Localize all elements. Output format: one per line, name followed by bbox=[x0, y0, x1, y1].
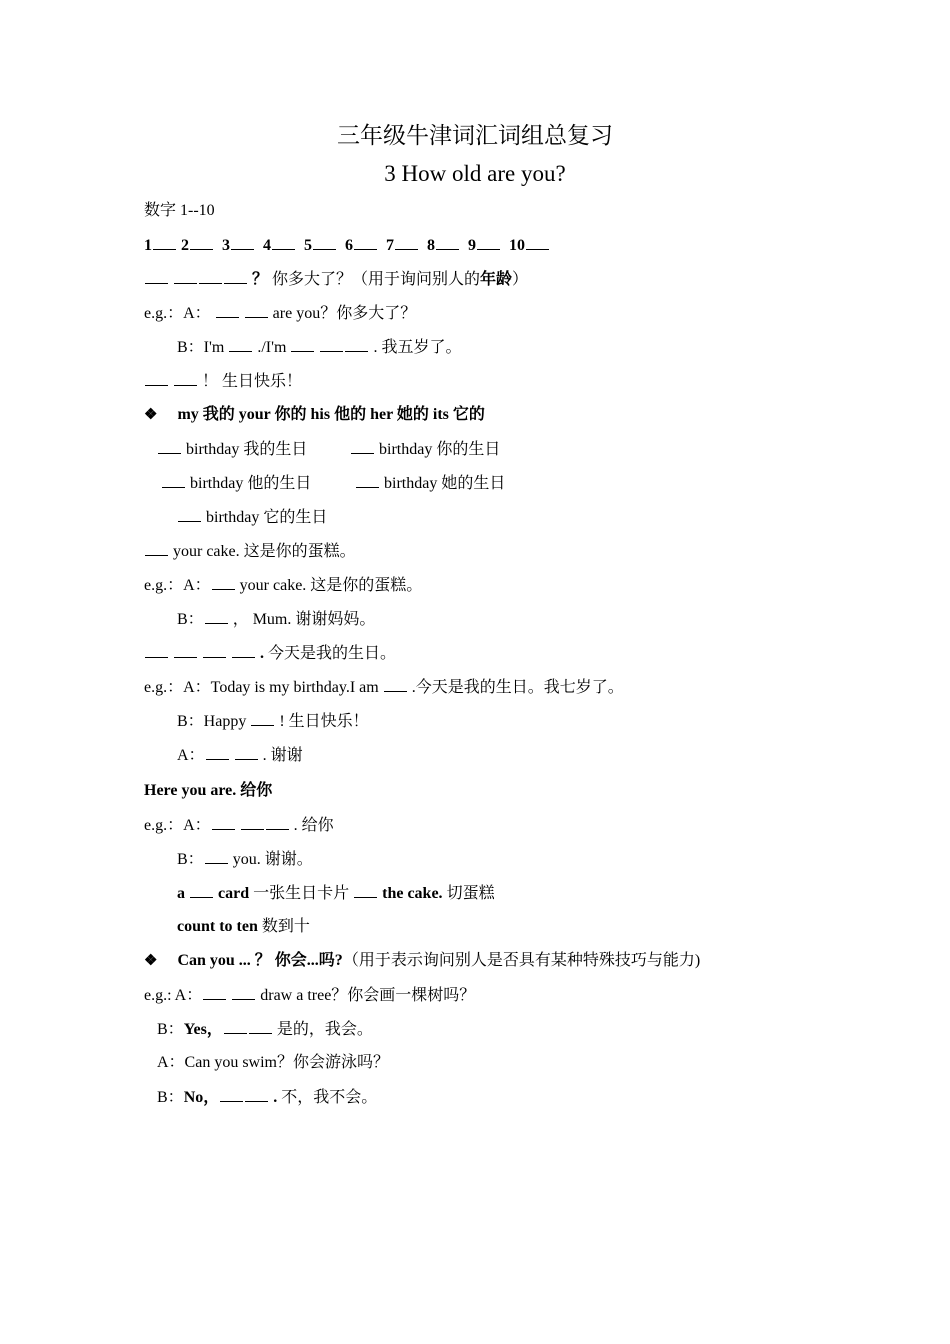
answer-blank[interactable] bbox=[174, 268, 197, 284]
question-mark: ？ bbox=[252, 271, 269, 288]
number-label: 3 bbox=[222, 237, 230, 254]
answer-blank[interactable] bbox=[199, 268, 222, 284]
card-word: card bbox=[214, 885, 250, 902]
example-5-b2 bbox=[157, 1086, 377, 1108]
how-old-note: 你多大了？（用于询问别人的 bbox=[268, 271, 481, 288]
number-label: 1 bbox=[144, 237, 152, 254]
example-prefix: B： bbox=[157, 1089, 184, 1106]
example-1-a bbox=[144, 302, 416, 324]
cake-word: the cake. bbox=[378, 885, 443, 902]
answer-blank[interactable] bbox=[232, 984, 255, 1000]
birthday-greeting-line bbox=[144, 370, 302, 392]
document-title: 三年级牛津词汇词组总复习 bbox=[337, 123, 613, 148]
answer-blank[interactable] bbox=[356, 472, 379, 488]
today-birthday-line bbox=[144, 642, 396, 664]
example-prefix: e.g.：A： bbox=[144, 577, 211, 594]
example-text: . 给你 bbox=[289, 817, 334, 834]
answer-blank[interactable] bbox=[203, 642, 226, 658]
answer-blank[interactable] bbox=[249, 1018, 272, 1034]
example-prefix: e.g.：A：Today is my birthday.I am bbox=[144, 679, 383, 696]
answer-blank[interactable] bbox=[384, 676, 407, 692]
example-prefix: A： bbox=[177, 747, 205, 764]
example-5-b bbox=[157, 1018, 373, 1040]
answer-blank[interactable] bbox=[436, 234, 459, 250]
my-birthday-text: birthday 我的生日 bbox=[182, 441, 308, 458]
period-mark: . bbox=[269, 1089, 278, 1106]
example-3-b bbox=[177, 710, 369, 732]
example-text: ! 生日快乐！ bbox=[275, 713, 369, 730]
example-5-a2: A：Can you swim？你会游泳吗？ bbox=[157, 1054, 390, 1071]
possessives-line bbox=[144, 404, 485, 426]
numbers-blanks-line bbox=[144, 234, 550, 256]
example-text: ， Mum. 谢谢妈妈。 bbox=[228, 611, 376, 628]
answer-blank[interactable] bbox=[203, 984, 226, 1000]
answer-blank[interactable] bbox=[145, 642, 168, 658]
answer-blank[interactable] bbox=[320, 336, 343, 352]
example-3-a bbox=[144, 676, 624, 698]
card-note: 一张生日卡片 bbox=[249, 885, 354, 902]
answer-blank[interactable] bbox=[158, 438, 181, 454]
answer-blank[interactable] bbox=[145, 268, 168, 284]
answer-blank[interactable] bbox=[229, 336, 252, 352]
example-text: 不，我不会。 bbox=[277, 1089, 378, 1106]
example-text: .今天是我的生日。我七岁了。 bbox=[407, 679, 624, 696]
count-note: 数到十 bbox=[257, 918, 310, 935]
example-1-b bbox=[177, 336, 461, 358]
example-prefix: B： bbox=[157, 1021, 184, 1038]
possessive-birthday-row-1 bbox=[157, 438, 307, 460]
answer-blank[interactable] bbox=[224, 1018, 247, 1034]
number-label: 9 bbox=[468, 237, 476, 254]
example-prefix: B：Happy bbox=[177, 713, 251, 730]
answer-blank[interactable] bbox=[266, 814, 289, 830]
answer-blank[interactable] bbox=[231, 234, 254, 250]
number-label: 2 bbox=[181, 237, 189, 254]
answer-blank[interactable] bbox=[178, 506, 201, 522]
example-text: your cake. 这是你的蛋糕。 bbox=[235, 577, 423, 594]
birthday-greeting-text: ！ 生日快乐！ bbox=[202, 373, 303, 390]
her-birthday-text: birthday 她的生日 bbox=[380, 475, 506, 492]
your-birthday-text: birthday 你的生日 bbox=[375, 441, 501, 458]
period-mark: . bbox=[256, 645, 264, 662]
answer-blank[interactable] bbox=[145, 540, 168, 556]
document-subtitle: 3 How old are you? bbox=[384, 161, 566, 186]
answer-blank[interactable] bbox=[205, 608, 228, 624]
number-label: 10 bbox=[509, 237, 525, 254]
today-note: 今天是我的生日。 bbox=[264, 645, 397, 662]
example-prefix: B： bbox=[177, 611, 204, 628]
answer-blank[interactable] bbox=[190, 234, 213, 250]
possessive-birthday-row-1b bbox=[350, 438, 500, 460]
number-label: 4 bbox=[263, 237, 271, 254]
yes-word: Yes， bbox=[183, 1021, 223, 1038]
example-text: 是的，我会。 bbox=[272, 1021, 373, 1038]
number-label: 5 bbox=[304, 237, 312, 254]
answer-blank[interactable] bbox=[206, 744, 229, 760]
example-prefix: B： bbox=[177, 851, 204, 868]
possessives-text: my 我的 your 你的 his 他的 her 她的 its 它的 bbox=[177, 406, 485, 423]
example-prefix: e.g.：A： bbox=[144, 305, 211, 322]
answer-blank[interactable] bbox=[526, 234, 549, 250]
how-old-line bbox=[144, 268, 528, 290]
answer-blank[interactable] bbox=[205, 848, 228, 864]
answer-blank[interactable] bbox=[351, 438, 374, 454]
his-birthday-text: birthday 他的生日 bbox=[186, 475, 312, 492]
answer-blank[interactable] bbox=[354, 882, 377, 898]
cake-note: 切蛋糕 bbox=[442, 885, 495, 902]
example-prefix: e.g.: A： bbox=[144, 987, 203, 1004]
diamond-bullet-icon: ❖ bbox=[144, 407, 158, 423]
answer-blank[interactable] bbox=[354, 234, 377, 250]
answer-blank[interactable] bbox=[235, 744, 258, 760]
here-you-are-line: Here you are. 给你 bbox=[144, 782, 273, 799]
example-4-b bbox=[177, 848, 313, 870]
answer-blank[interactable] bbox=[212, 574, 235, 590]
answer-blank[interactable] bbox=[224, 268, 247, 284]
example-text: are you？你多大了？ bbox=[268, 305, 417, 322]
answer-blank[interactable] bbox=[190, 882, 213, 898]
number-label: 8 bbox=[427, 237, 435, 254]
cake-line bbox=[144, 540, 356, 562]
possessive-birthday-row-2b bbox=[355, 472, 505, 494]
number-label: 7 bbox=[386, 237, 394, 254]
how-old-note-end: ） bbox=[512, 271, 529, 288]
answer-blank[interactable] bbox=[145, 370, 168, 386]
numbers-heading: 数字 1--10 bbox=[144, 202, 215, 219]
example-5-a bbox=[144, 984, 475, 1006]
answer-blank[interactable] bbox=[220, 1086, 243, 1102]
can-you-line bbox=[144, 950, 700, 972]
cake-text: your cake. 这是你的蛋糕。 bbox=[169, 543, 356, 560]
its-birthday-text: birthday 它的生日 bbox=[202, 509, 328, 526]
count-to-ten-line bbox=[177, 916, 310, 938]
card-article: a bbox=[177, 885, 189, 902]
can-you-phrase: Can you ... ？ 你会...吗? bbox=[177, 952, 343, 969]
answer-blank[interactable] bbox=[395, 234, 418, 250]
example-4-a bbox=[144, 814, 334, 836]
example-prefix: e.g.：A： bbox=[144, 817, 211, 834]
answer-blank[interactable] bbox=[241, 814, 264, 830]
example-2-a bbox=[144, 574, 422, 596]
answer-blank[interactable] bbox=[162, 472, 185, 488]
example-text: . 我五岁了。 bbox=[369, 339, 462, 356]
answer-blank[interactable] bbox=[153, 234, 176, 250]
answer-blank[interactable] bbox=[216, 302, 239, 318]
answer-blank[interactable] bbox=[174, 370, 197, 386]
example-text: you. 谢谢。 bbox=[228, 851, 313, 868]
answer-blank[interactable] bbox=[291, 336, 314, 352]
example-2-b bbox=[177, 608, 375, 630]
answer-blank[interactable] bbox=[174, 642, 197, 658]
answer-blank[interactable] bbox=[232, 642, 255, 658]
number-label: 6 bbox=[345, 237, 353, 254]
possessive-birthday-row-2 bbox=[161, 472, 311, 494]
answer-blank[interactable] bbox=[313, 234, 336, 250]
example-text: . 谢谢 bbox=[258, 747, 303, 764]
example-3-a2 bbox=[177, 744, 303, 766]
card-cake-line bbox=[177, 882, 495, 904]
how-old-note-bold: 年龄 bbox=[480, 271, 513, 288]
answer-blank[interactable] bbox=[272, 234, 295, 250]
example-prefix: B：I'm bbox=[177, 339, 229, 356]
possessive-birthday-row-3 bbox=[177, 506, 327, 528]
no-word: No， bbox=[183, 1089, 220, 1106]
diamond-bullet-icon: ❖ bbox=[144, 953, 158, 969]
example-text: draw a tree？你会画一棵树吗？ bbox=[256, 987, 476, 1004]
answer-blank[interactable] bbox=[477, 234, 500, 250]
answer-blank[interactable] bbox=[345, 336, 368, 352]
answer-blank[interactable] bbox=[251, 710, 274, 726]
example-text: ./I'm bbox=[253, 339, 291, 356]
can-you-note: （用于表示询问别人是否具有某种特殊技巧与能力) bbox=[342, 952, 701, 969]
answer-blank[interactable] bbox=[212, 814, 235, 830]
count-phrase: count to ten bbox=[177, 918, 258, 935]
answer-blank[interactable] bbox=[245, 1086, 268, 1102]
answer-blank[interactable] bbox=[245, 302, 268, 318]
